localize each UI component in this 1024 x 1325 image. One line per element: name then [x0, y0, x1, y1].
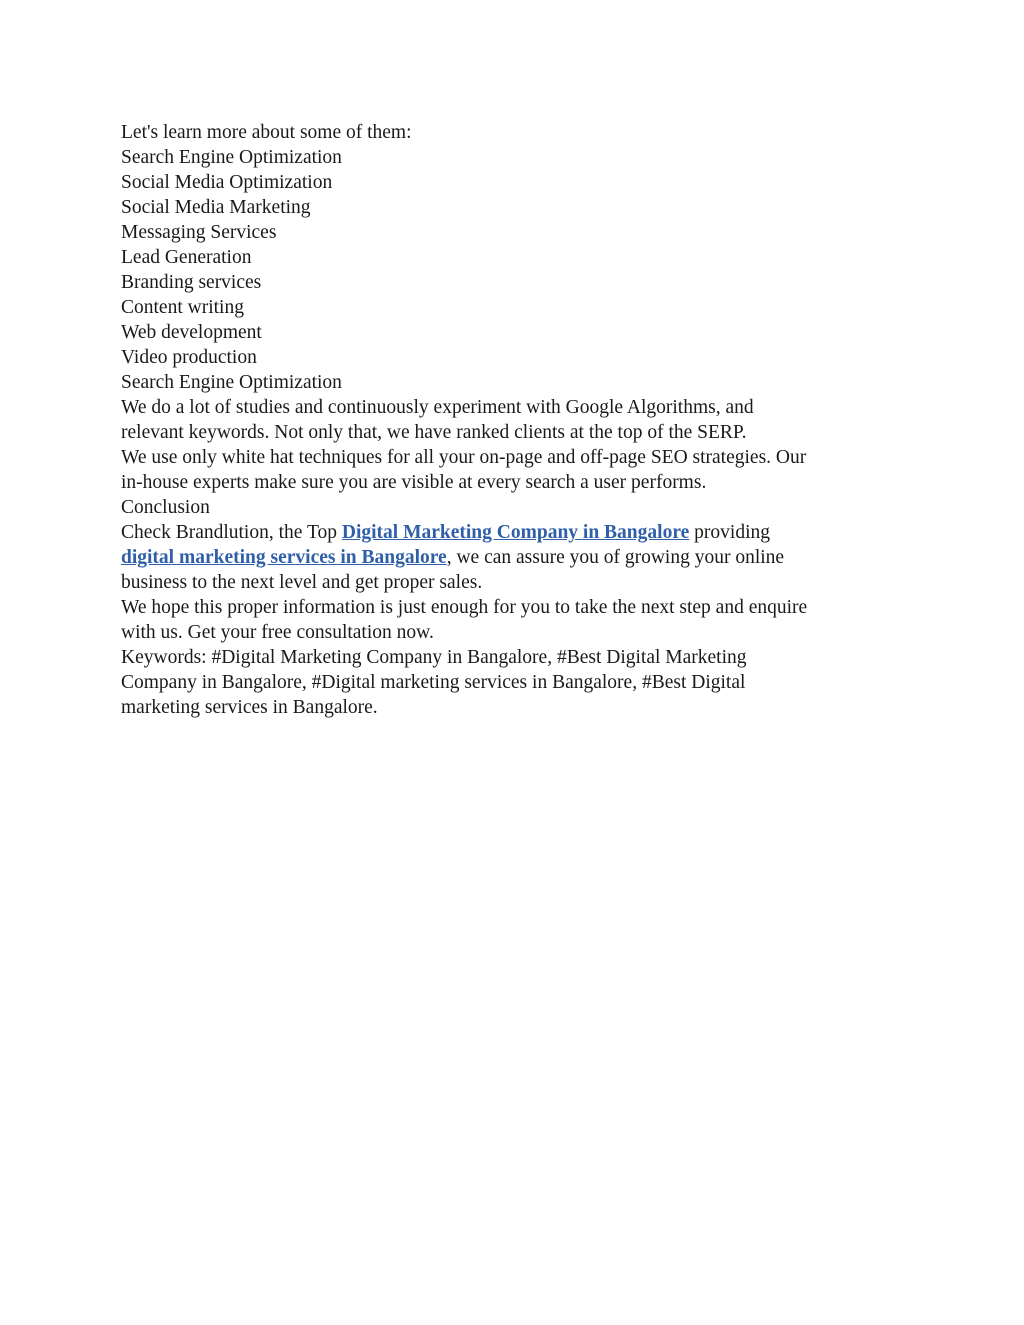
paragraph-line: relevant keywords. Not only that, we have ranked clients at the top of the SERP.: [121, 422, 747, 443]
seo-heading-block: [121, 370, 911, 395]
paragraph-line: in-house experts make sure you are visible at every search a user performs.: [121, 472, 707, 493]
paragraph-line: [121, 520, 911, 545]
paragraph-line: We hope this proper information is just enough for you to take the next step and enquire: [121, 597, 808, 618]
list-item: Search Engine Optimization: [121, 147, 342, 168]
paragraph-line: We use only white hat techniques for all your on-page and off-page SEO strategies. Our: [121, 447, 807, 468]
conclusion-heading: Conclusion: [121, 497, 210, 518]
seo-paragraph-1: [121, 395, 911, 445]
services-list: [121, 120, 911, 370]
list-item: Social Media Marketing: [121, 197, 311, 218]
intro-lead: Let's learn more about some of them:: [121, 122, 412, 143]
conclusion-text: providing: [689, 522, 770, 543]
digital-marketing-company-link[interactable]: Digital Marketing Company in Bangalore: [341, 522, 690, 543]
paragraph-line: We do a lot of studies and continuously experiment with Google Algorithms, and: [121, 397, 754, 418]
seo-heading: Search Engine Optimization: [121, 372, 342, 393]
list-item: Web development: [121, 322, 262, 343]
seo-paragraph-2: [121, 445, 911, 495]
list-item: Social Media Optimization: [121, 172, 333, 193]
digital-marketing-services-link[interactable]: digital marketing services in Bangalore: [121, 547, 447, 568]
paragraph-line: [121, 545, 911, 570]
conclusion-text: Check Brandlution, the Top: [121, 522, 342, 543]
list-item: Messaging Services: [121, 222, 277, 243]
list-item: Lead Generation: [121, 247, 252, 268]
list-item: Branding services: [121, 272, 262, 293]
paragraph-line: Company in Bangalore, #Digital marketing services in Bangalore, #Best Digital: [121, 672, 746, 693]
list-item: Content writing: [121, 297, 244, 318]
paragraph-line: with us. Get your free consultation now.: [121, 622, 434, 643]
list-item: Video production: [121, 347, 257, 368]
conclusion-section: [121, 495, 911, 645]
conclusion-text: , we can assure you of growing your online: [446, 547, 785, 568]
paragraph-line: marketing services in Bangalore.: [121, 697, 378, 718]
paragraph-line: Keywords: #Digital Marketing Company in Bangalore, #Best Digital Marketing: [121, 647, 747, 668]
keywords-section: [121, 645, 911, 720]
paragraph-line: business to the next level and get proper sales.: [121, 572, 483, 593]
document-body: [121, 120, 911, 720]
